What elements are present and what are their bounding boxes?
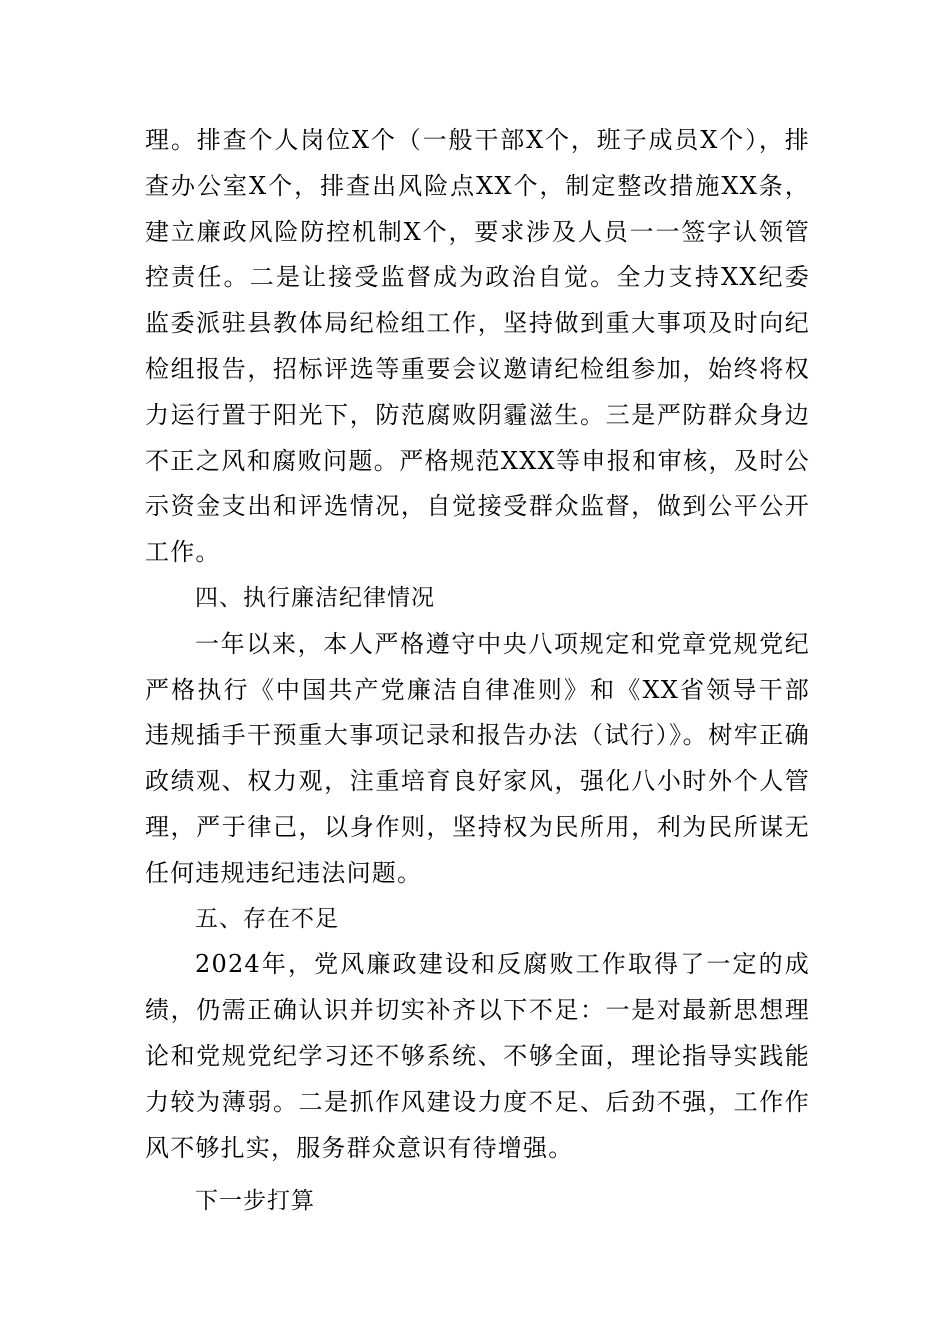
section-heading-next-steps: 下一步打算 (195, 1188, 315, 1215)
document-body (145, 118, 810, 1225)
paragraph-continued: 理。排查个人岗位X个（一般干部X个，班子成员X个），排查办公室X个，排查出风险点XX个，制定整改措施XX条，建立廉政风险防控机制X个，要求涉及人员一一签字认领管控责任。二是让接受监督成为政治自觉。全力支持XX纪委监委派驻县教体局纪检组工作，坚持做到重大事项及时向纪检组报告，招标评选等重要会议邀请纪检组参加，始终将权力运行置于阳光下，防范腐败阴霾滋生。三是严防群众身边不正之风和腐败问题。严格规范XXX等申报和审核，及时公示资金支出和评选情况，自觉接受群众监督，做到公平公开工作。 (145, 126, 810, 567)
section-heading-4: 四、执行廉洁纪律情况 (195, 584, 435, 611)
section-heading-5: 五、存在不足 (195, 905, 339, 932)
paragraph-section-5: 2024年，党风廉政建设和反腐败工作取得了一定的成绩，仍需正确认识并切实补齐以下不足：一是对最新思想理论和党规党纪学习还不够系统、不够全面，理论指导实践能力较为薄弱。二是抓作风建设力度不足、后劲不强，工作作风不够扎实，服务群众意识有待增强。 (145, 950, 810, 1162)
paragraph-section-4: 一年以来，本人严格遵守中央八项规定和党章党规党纪严格执行《中国共产党廉洁自律准则》和《XX省领导干部违规插手干预重大事项记录和报告办法（试行）》。树牢正确政绩观、权力观，注重培育良好家风，强化八小时外个人管理，严于律己，以身作则，坚持权为民所用，利为民所谋无任何违规违纪违法问题。 (145, 629, 810, 887)
